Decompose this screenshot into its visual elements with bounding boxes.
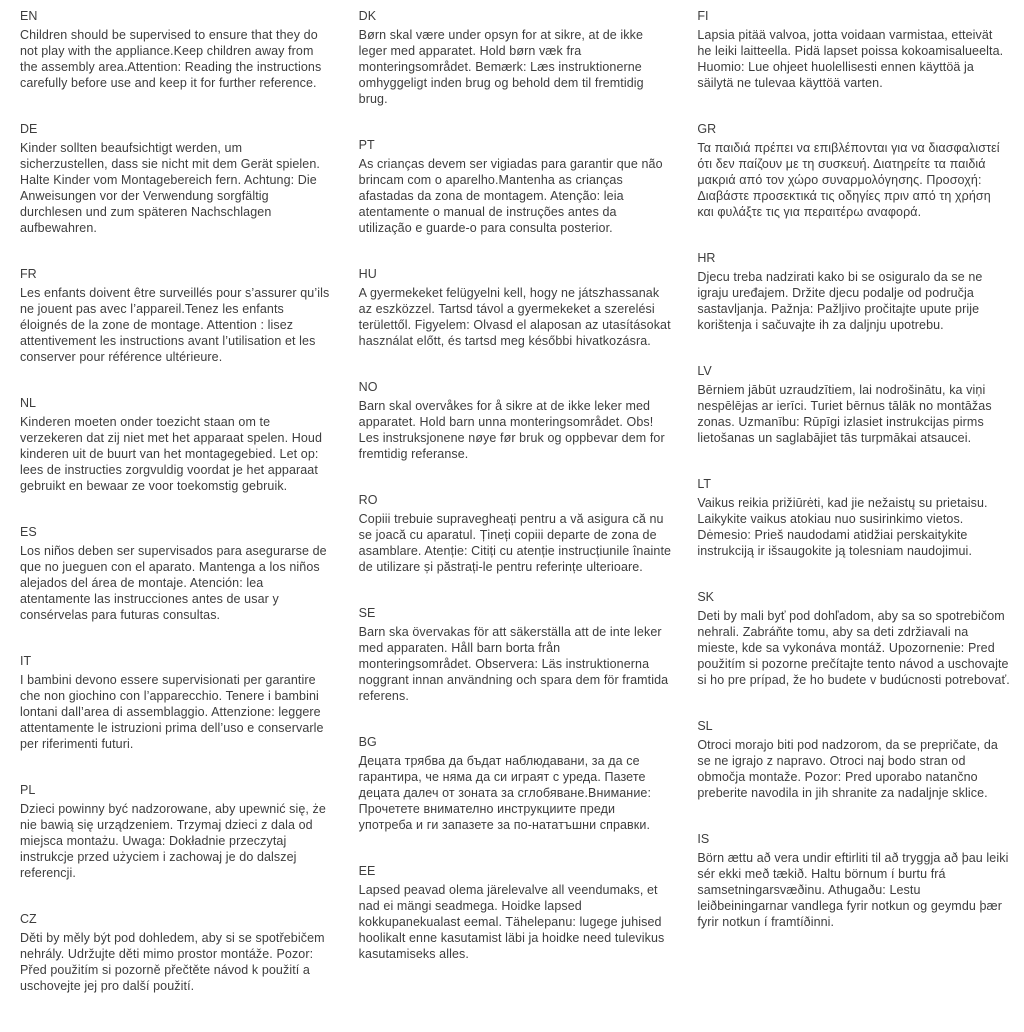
language-code: CZ [20,912,37,926]
language-code: GR [697,122,717,136]
language-text: Börn ættu að vera undir eftirliti til að tryggja að þau leiki sér ekki með tækið. Haltu börnum í burtu frá samsetningarsvæðinu. Athugaðu: Lestu leiðbeiningarnar vandlega fyrir notkun og geymdu þær fyrir notkun í framtíðinni. [697,851,1009,929]
language-code: ES [20,525,37,539]
language-text: Barn ska övervakas för att säkerställa att de inte leker med apparaten. Håll barn borta från monteringsområdet. Observera: Läs instruktionerna noggrant innan användning och spara dem för framtida referens. [358,625,669,703]
language-code: LV [697,364,712,378]
lang-block-lv [697,363,1010,446]
lang-block-ee [359,863,672,962]
lang-block-se [359,605,672,704]
lang-block-sk [697,589,1010,688]
language-text: Los niños deben ser supervisados para asegurarse de que no jueguen con el aparato. Mantenga a los niños alejados del área de montaje. Atención: lea atentamente las instrucciones antes de usar y consérvelas para futuras consultas. [20,544,327,622]
lang-block-hr [697,250,1010,333]
lang-block-pt [359,137,672,236]
language-code: PL [20,783,36,797]
language-code: IS [697,832,710,846]
lang-block-is [697,831,1010,930]
language-text: Children should be supervised to ensure that they do not play with the appliance.Keep children away from the assembly area.Attention: Reading the instructions carefully before use and keep it for further reference. [20,28,322,90]
lang-block-de [20,121,333,236]
lang-block-sl [697,718,1010,801]
lang-block-gr [697,121,1010,220]
column-right [697,8,1010,1024]
language-text: Barn skal overvåkes for å sikre at de ikke leker med apparatet. Hold barn unna monteringsområdet. Obs! Les instruksjonene nøye før bruk og oppbevar dem for fremtidig referanse. [358,399,665,461]
lang-block-no [359,379,672,462]
language-text: Lapsia pitää valvoa, jotta voidaan varmistaa, etteivät he leiki laitteella. Pidä lapset poissa kokoamisalueelta. Huomio: Lue ohjeet huolellisesti ennen käyttöä ja säilytä ne tulevaa käyttöä varten. [697,28,1004,90]
language-code: EE [358,864,376,878]
language-text: Lapsed peavad olema järelevalve all veendumaks, et nad ei mängi seadmega. Hoidke lapsed kokkupanekualast eemal. Tähelepanu: lugege juhised hoolikalt enne kasutamist läbi ja hoidke need tulevikus kasutamiseks alles. [358,883,665,961]
language-text: Copiii trebuie supravegheați pentru a vă asigura că nu se joacă cu aparatul. Țineți copiii departe de zona de asamblare. Atenție: Citiți cu atenție instrucțiunile înainte de utilizare și păstrați-le pentru referințe ulterioare. [358,512,672,574]
language-code: BG [358,735,377,749]
language-code: SL [697,719,713,733]
lang-block-en [20,8,333,91]
lang-block-it [20,653,333,752]
lang-block-nl [20,395,333,494]
language-text: Vaikus reikia prižiūrėti, kad jie nežaistų su prietaisu. Laikykite vaikus atokiau nuo susirinkimo vietos. Dėmesio: Prieš naudodami atidžiai perskaitykite instrukciją ir išsaugokite ją tolesniam naudojimui. [697,496,988,558]
language-code: HU [358,267,377,281]
lang-block-hu [359,266,672,349]
language-text: Les enfants doivent être surveillés pour s’assurer qu’ils ne jouent pas avec l’appareil.Tenez les enfants éloignés de la zone de montage. Attention : lisez attentivement les instructions avant l’utilisation et les conserver pour référence ultérieure. [20,286,330,364]
language-code: EN [20,9,38,23]
column-middle [359,8,672,1024]
lang-block-cz [20,911,333,994]
lang-block-dk [359,8,672,107]
lang-block-pl [20,782,333,881]
language-text: Otroci morajo biti pod nadzorom, da se prepričate, da se ne igrajo z napravo. Otroci naj bodo stran od območja montaže. Pozor: Pred uporabo natančno preberite navodila in jih shranite za nadaljnje sklice. [697,738,998,800]
language-code: DK [358,9,377,23]
lang-block-bg [359,734,672,833]
language-text: As crianças devem ser vigiadas para garantir que não brincam com o aparelho.Mantenha as crianças afastadas da zona de montagem. Atenção: leia atentamente o manual de instruções antes da utilização e guarde-o para consulta posterior. [358,157,663,235]
language-text: Děti by měly být pod dohledem, aby si se spotřebičem nehrály. Udržujte děti mimo prostor montáže. Pozor: Před použitím si pozorně přečtěte návod k použití a uschovejte jej pro další použití. [20,931,325,993]
language-text: Deti by mali byť pod dohľadom, aby sa so spotrebičom nehrali. Zabráňte tomu, aby sa deti zdržiavali na mieste, kde sa vykonáva montáž. Upozornenie: Pred použitím si pozorne prečítajte tento návod a uschovajte si ho pre prípad, že ho budete v budúcnosti potrebovať. [697,609,1010,687]
lang-block-ro [359,492,672,575]
lang-block-es [20,524,333,623]
language-text: Kinderen moeten onder toezicht staan om te verzekeren dat zij niet met het apparaat spelen. Houd kinderen uit de buurt van het montagegebied. Let op: lees de instructies zorgvuldig voordat je het apparaat gebruikt en bewaar ze voor toekomstig gebruik. [20,415,323,493]
language-code: FR [20,267,37,281]
language-code: NO [358,380,378,394]
language-text: Djecu treba nadzirati kako bi se osiguralo da se ne igraju uređajem. Držite djecu podalje od područja sastavljanja. Pažnja: Pažljivo pročitajte upute prije korištenja i sačuvajte ih za daljnju upotrebu. [697,270,983,332]
language-code: FI [697,9,709,23]
language-text: Децата трябва да бъдат наблюдавани, за да се гарантира, че няма да си играят с уреда. Пазете децата далеч от зоната за сглобяване.Внимание: Прочетете внимателно инструкциите преди употреба и ги запазете за по-нататъшни справки. [358,754,652,832]
language-code: SK [697,590,715,604]
language-text: Bērniem jābūt uzraudzītiem, lai nodrošinātu, ka viņi nespēlējas ar ierīci. Turiet bērnus tālāk no montāžas zonas. Uzmanību: Rūpīgi izlasiet instrukcijas pirms lietošanas un saglabājiet tās turpmākai atsaucei. [697,383,992,445]
lang-block-fi [697,8,1010,91]
language-code: NL [20,396,36,410]
language-text: Dzieci powinny być nadzorowane, aby upewnić się, że nie bawią się urządzeniem. Trzymaj dzieci z dala od miejsca montażu. Uwaga: Dokładnie przeczytaj instrukcje przed użyciem i zachowaj je do dalszej referencji. [20,802,326,880]
column-left [20,8,333,1024]
language-code: PT [358,138,375,152]
lang-block-fr [20,266,333,365]
language-text: A gyermekeket felügyelni kell, hogy ne játszhassanak az eszközzel. Tartsd távol a gyermekeket a szerelési területtől. Figyelem: Olvasd el alaposan az utasításokat használat előtt, és tartsd meg későbbi hivatkozásra. [358,286,671,348]
language-text: I bambini devono essere supervisionati per garantire che non giochino con l’apparecchio. Tenere i bambini lontani dall’area di assemblaggio. Attenzione: leggere attentamente le istruzioni prima dell’uso e conservarle per riferimenti futuri. [20,673,324,751]
lang-block-lt [697,476,1010,559]
language-text: Børn skal være under opsyn for at sikre, at de ikke leger med apparatet. Hold børn væk fra monteringsområdet. Bemærk: Læs instruktionerne omhyggeligt inden brug og behold dem til fremtidig brug. [358,28,644,106]
language-code: LT [697,477,712,491]
language-text: Τα παιδιά πρέπει να επιβλέπονται για να διασφαλιστεί ότι δεν παίζουν με τη συσκευή. Διατηρείτε τα παιδιά μακριά από τον χώρο συναρμολόγησης. Προσοχή: Διαβάστε προσεκτικά τις οδηγίες πριν από τη χρήση και φυλάξτε τις για περαιτέρω αναφορά. [697,141,1000,219]
language-code: SE [358,606,376,620]
language-code: RO [358,493,378,507]
language-code: IT [20,654,32,668]
language-text: Kinder sollten beaufsichtigt werden, um sicherzustellen, dass sie nicht mit dem Gerät spielen. Halte Kinder vom Montagebereich fern. Achtung: Die Anweisungen vor der Verwendung sorgfältig durchlesen und zum späteren Nachschlagen aufbewahren. [20,141,320,235]
language-code: DE [20,122,38,136]
language-code: HR [697,251,716,265]
